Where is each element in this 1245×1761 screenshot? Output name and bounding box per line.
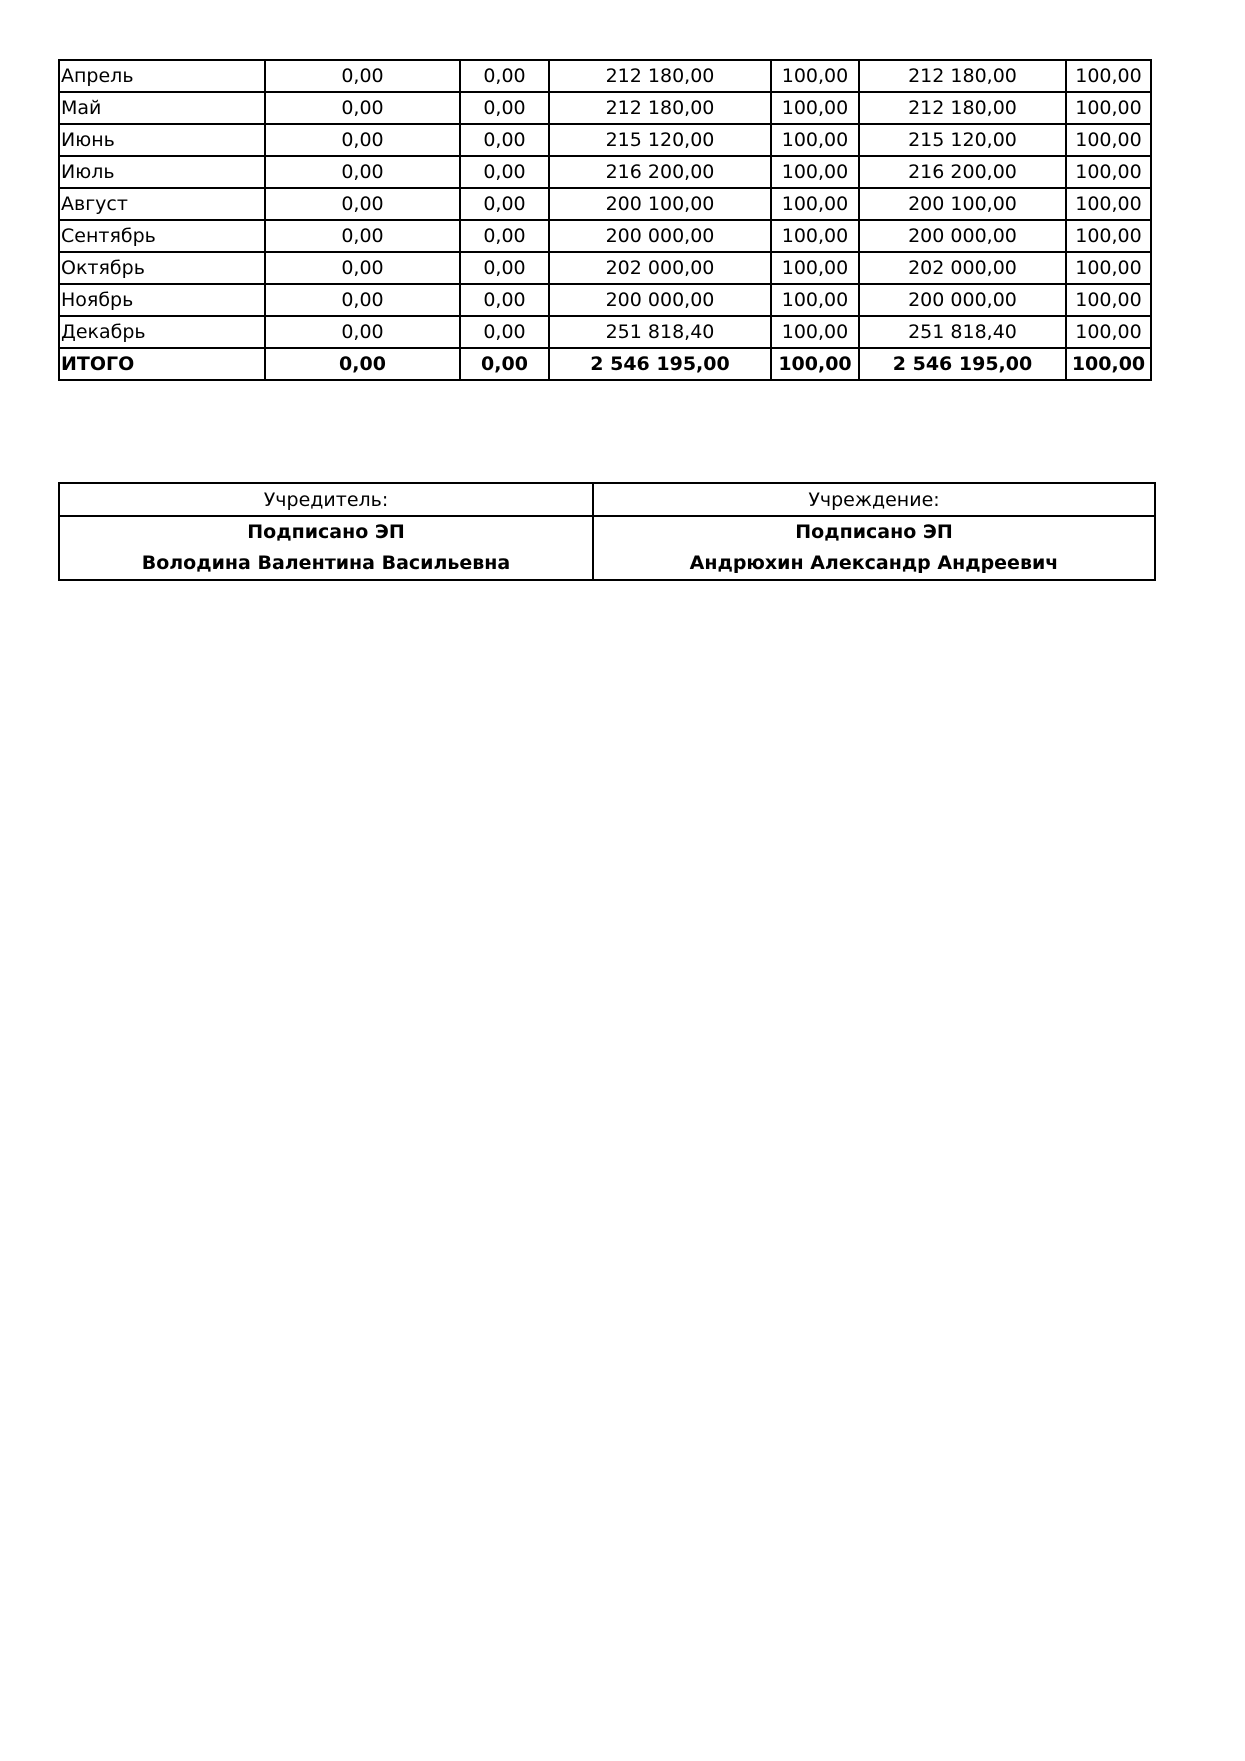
table-row <box>59 124 1151 156</box>
value-cell: 100,00 <box>771 316 859 348</box>
value-cell: 0,00 <box>460 92 549 124</box>
total-value-cell: 0,00 <box>265 348 460 380</box>
month-cell: Июль <box>59 156 265 188</box>
total-value-cell: 100,00 <box>1066 348 1151 380</box>
value-cell: 202 000,00 <box>549 252 771 284</box>
value-cell: 0,00 <box>460 252 549 284</box>
value-cell: 215 120,00 <box>549 124 771 156</box>
month-cell: Октябрь <box>59 252 265 284</box>
value-cell: 100,00 <box>771 156 859 188</box>
value-cell: 100,00 <box>1066 252 1151 284</box>
founder-name: Володина Валентина Васильевна <box>141 552 511 574</box>
value-cell: 100,00 <box>1066 92 1151 124</box>
value-cell: 202 000,00 <box>859 252 1066 284</box>
value-cell: 100,00 <box>1066 188 1151 220</box>
value-cell: 100,00 <box>1066 220 1151 252</box>
table-row <box>59 92 1151 124</box>
month-cell: Апрель <box>59 60 265 92</box>
value-cell: 212 180,00 <box>549 60 771 92</box>
institution-heading: Учреждение: <box>593 483 1155 516</box>
institution-name: Андрюхин Александр Андреевич <box>689 552 1059 574</box>
month-cell: Ноябрь <box>59 284 265 316</box>
month-cell: Декабрь <box>59 316 265 348</box>
month-cell: Май <box>59 92 265 124</box>
value-cell: 0,00 <box>460 188 549 220</box>
value-cell: 100,00 <box>771 124 859 156</box>
value-cell: 100,00 <box>771 92 859 124</box>
signature-table <box>58 482 1156 581</box>
total-row <box>59 348 1151 380</box>
founder-heading: Учредитель: <box>59 483 593 516</box>
value-cell: 212 180,00 <box>549 92 771 124</box>
value-cell: 200 100,00 <box>549 188 771 220</box>
total-value-cell: 0,00 <box>460 348 549 380</box>
institution-signature <box>593 516 1155 580</box>
value-cell: 200 000,00 <box>549 284 771 316</box>
table-body <box>59 60 1151 380</box>
value-cell: 215 120,00 <box>859 124 1066 156</box>
value-cell: 0,00 <box>460 316 549 348</box>
value-cell: 100,00 <box>1066 156 1151 188</box>
value-cell: 0,00 <box>460 60 549 92</box>
value-cell: 200 000,00 <box>859 220 1066 252</box>
value-cell: 0,00 <box>265 220 460 252</box>
value-cell: 0,00 <box>265 60 460 92</box>
value-cell: 100,00 <box>1066 60 1151 92</box>
institution-sign-status: Подписано ЭП <box>795 521 953 543</box>
founder-sign-status: Подписано ЭП <box>247 521 405 543</box>
value-cell: 200 100,00 <box>859 188 1066 220</box>
total-label: ИТОГО <box>59 348 265 380</box>
signature-header-row <box>59 483 1155 516</box>
value-cell: 251 818,40 <box>859 316 1066 348</box>
table-row <box>59 188 1151 220</box>
month-cell: Август <box>59 188 265 220</box>
value-cell: 100,00 <box>1066 284 1151 316</box>
value-cell: 100,00 <box>1066 316 1151 348</box>
table-row <box>59 252 1151 284</box>
value-cell: 212 180,00 <box>859 60 1066 92</box>
total-value-cell: 100,00 <box>771 348 859 380</box>
value-cell: 200 000,00 <box>549 220 771 252</box>
value-cell: 0,00 <box>460 284 549 316</box>
value-cell: 0,00 <box>460 156 549 188</box>
monthly-data-table <box>58 59 1152 381</box>
value-cell: 212 180,00 <box>859 92 1066 124</box>
value-cell: 100,00 <box>771 284 859 316</box>
value-cell: 100,00 <box>1066 124 1151 156</box>
value-cell: 0,00 <box>265 316 460 348</box>
value-cell: 100,00 <box>771 252 859 284</box>
month-cell: Сентябрь <box>59 220 265 252</box>
value-cell: 0,00 <box>265 92 460 124</box>
table-row <box>59 60 1151 92</box>
value-cell: 0,00 <box>265 124 460 156</box>
table-row <box>59 284 1151 316</box>
table-row <box>59 220 1151 252</box>
value-cell: 216 200,00 <box>859 156 1066 188</box>
total-value-cell: 2 546 195,00 <box>549 348 771 380</box>
value-cell: 100,00 <box>771 220 859 252</box>
table-row <box>59 316 1151 348</box>
value-cell: 0,00 <box>460 220 549 252</box>
value-cell: 200 000,00 <box>859 284 1066 316</box>
value-cell: 0,00 <box>265 156 460 188</box>
signature-body-row <box>59 516 1155 580</box>
value-cell: 0,00 <box>265 188 460 220</box>
month-cell: Июнь <box>59 124 265 156</box>
value-cell: 251 818,40 <box>549 316 771 348</box>
value-cell: 100,00 <box>771 188 859 220</box>
value-cell: 0,00 <box>265 252 460 284</box>
value-cell: 0,00 <box>265 284 460 316</box>
value-cell: 100,00 <box>771 60 859 92</box>
founder-signature <box>59 516 593 580</box>
total-value-cell: 2 546 195,00 <box>859 348 1066 380</box>
table-row <box>59 156 1151 188</box>
value-cell: 0,00 <box>460 124 549 156</box>
value-cell: 216 200,00 <box>549 156 771 188</box>
